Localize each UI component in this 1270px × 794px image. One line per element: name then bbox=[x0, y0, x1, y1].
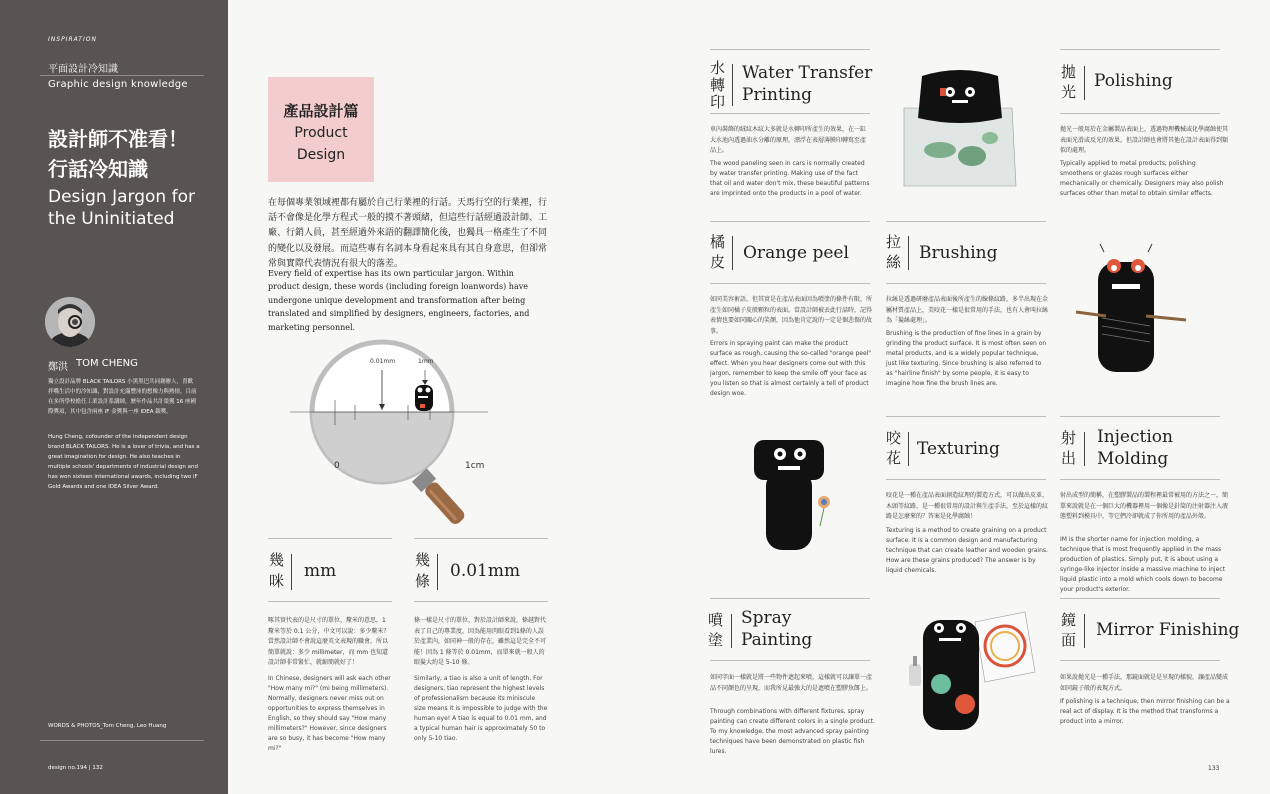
entry-kanji-2: 咪 bbox=[269, 572, 285, 590]
divider bbox=[886, 479, 1046, 480]
divider bbox=[710, 221, 870, 222]
magnifier-illustration bbox=[290, 330, 510, 530]
author-avatar bbox=[44, 296, 96, 348]
divider bbox=[1084, 66, 1085, 100]
entry-body-en: The wood paneling seen in cars is normally created by water transfer printing. Making use of the fact that oil and water don't mix, these beautiful patterns are imprinted onto the products in a pool of water. bbox=[710, 160, 870, 197]
entry-body-zh: 條一樣是尺寸的單位，對於設計師來說，條越對代表了自己的專業度，因為能用肉眼看到1條的人誤於產業內，如同神一般的存在，雖然這是完全不可能！因為 1 條等於 0.01mm，而單來就一般人的眼髮大約是 5-10 條。 bbox=[414, 617, 547, 666]
entry-kanji-2: 絲 bbox=[886, 253, 902, 271]
brushing-illustration bbox=[1076, 240, 1196, 385]
divider bbox=[1084, 614, 1085, 648]
entry-body-en: Texturing is a method to create graining on a product surface. It is a common design and manufacturing technique that can create leather and wooden grains. How are these grains produced? The answer is by liquid chemicals. bbox=[886, 527, 1048, 574]
entry-body-zh: 拋光一般用於在金屬製品表面上，透過物理機械或化學腐蝕使其表面光滑或反光的效果，但設計師也會將其他在設計表面得到類似的處理。 bbox=[1060, 126, 1229, 154]
entry-title: Brushing bbox=[919, 243, 998, 263]
divider bbox=[710, 598, 870, 599]
entry-kanji-1: 橘 bbox=[710, 233, 726, 251]
entry-title: Mirror Finishing bbox=[1096, 620, 1240, 640]
divider bbox=[1060, 660, 1220, 661]
entry-kanji-2: 轉 bbox=[710, 76, 726, 94]
entry-title: 0.01mm bbox=[450, 561, 521, 581]
scale-0: 0 bbox=[334, 461, 340, 471]
entry-body-zh: 車內裝飾的絨紋木紋大多就是水轉印所產生的效果，在一缸大水池內透過油水分離的原理，漂浮在表層薄膜印轉寫至產品上。 bbox=[710, 126, 867, 154]
texturing-illustration bbox=[740, 430, 840, 555]
divider bbox=[1060, 416, 1220, 417]
entry-body-en: Errors in spraying paint can make the product surface as rough, causing the so-called "orange peel" effect. When you hear designers come out with this jargon, remember to keep the smile off your face as you listen so that is almost certainly a tell of product design woe. bbox=[710, 340, 872, 397]
intro-body-zh: 在每個專業領域裡都有屬於自己行業裡的行話。天馬行空的行業裡，行話不會像是化學方程式一般的摸不著頭緒，但這些行話經過設計師、工廠、行銷人員，甚至經過外來語的翻譯簡化後，也獨具一格產生了不同的變化以及發展。而這些專有名詞本身看起來具有其自身意思，但卻常常與實際代表情況有很大的落差。 bbox=[268, 198, 548, 269]
author-bio-zh: 獨立設計品牌 BLACK TAILORS 小黑黑巴共同創辦人，喜歡拌嘴生活中的冷知識，對設計充滿豐沛的想像力與熱情，目前在多所學校擔任工業設計系講師，歷年作品共計榮獲 16 座國際獎項，其中包含兩座 iF 金獎與一座 IDEA 銀獎。 bbox=[48, 379, 197, 415]
divider bbox=[710, 283, 870, 284]
section-tag bbox=[268, 77, 374, 182]
entry-kanji-1: 噴 bbox=[708, 611, 724, 629]
page-folio-left: design no.194 | 132 bbox=[48, 765, 103, 771]
divider bbox=[886, 283, 1046, 284]
section-tag-zh: 產品設計篇 bbox=[283, 102, 359, 120]
entry-body-zh: 啄其實代表的是尺寸的單位，釐米的意思，1 釐米等於 0.1 公分，中文可以說：多少釐米？當然設計師不會說這麼英文表現的職會，所以簡單就說：多少 millimeter，而 mm 也知道設計師非常緊忙，就縮簡就好了！ bbox=[268, 617, 390, 666]
divider bbox=[731, 614, 732, 648]
divider bbox=[268, 601, 392, 602]
entry-kanji-1: 鏡 bbox=[1061, 611, 1077, 629]
section-tag-en-line1: Product bbox=[294, 125, 348, 141]
entry-body-en: Brushing is the production of fine lines in a grain by grinding the product surface. It is most often seen on metal products, and is a widely popular technique, just like texturing. Since brushing is also referred to as "hairline finish" by some people, it is easy to imagine how fine the brush lines are. bbox=[886, 330, 1047, 387]
divider bbox=[886, 416, 1046, 417]
entry-body-en: IM is the shorter name for injection molding, a technique that is most frequently applied in the mass production of plastics. Simply put, it is about using a syringe-like injector inside a massive machine to inject liquid plastic into a mold which cools down to become your product's exterior. bbox=[1060, 536, 1225, 593]
entry-body-zh: 如同字面一樣就是將一些物件遮起來噴，這樣就可以讓單一產品不同顏色的呈現，而我所見最強大的是遮噴在塑膠魚餌上。 bbox=[710, 674, 873, 692]
label-1mm: 1mm bbox=[418, 358, 434, 365]
entry-kanji-1: 射 bbox=[1061, 429, 1077, 447]
entry-kanji-2: 面 bbox=[1061, 631, 1077, 649]
entry-kanji-1: 水 bbox=[710, 59, 726, 77]
divider bbox=[40, 740, 204, 741]
entry-body-zh: 如果說拋光是一種手法，那鏡面就是是呈現的樣貌，讓產品變成如同鏡子般的表現方式。 bbox=[1060, 674, 1229, 692]
divider bbox=[414, 538, 548, 539]
entry-title-line2: Painting bbox=[741, 630, 813, 650]
entry-title-line1: Injection bbox=[1097, 427, 1173, 447]
intro-body-en: Every field of expertise has its own particular jargon. Within product design, these words (including foreign loanwords) have undergone unique development and transformation after being translated and simplified by designers, engineers, factories, and marketing personnel. bbox=[268, 269, 530, 332]
entry-kanji-3: 印 bbox=[710, 93, 726, 111]
entry-title-line1: Spray bbox=[741, 608, 792, 628]
divider bbox=[710, 49, 870, 50]
entry-body-zh: 射出成型的簡稱，在塑膠製品的製程裡最常被用的方法之一，簡單來說就是在一個巨大的機器裡用一個像是針筒的注射器注入液態塑料到模具中，等它們冷卻就成了你所用的產品外殼。 bbox=[1060, 492, 1229, 520]
entry-title-line1: Water Transfer bbox=[742, 63, 873, 83]
spray-painting-illustration bbox=[905, 612, 1040, 742]
entry-body-en: Typically applied to metal products, polishing smoothens or glazes rough surfaces either mechanically or chemically. Designers may also polish surfaces other than metal to obtain similar effects. bbox=[1060, 160, 1224, 197]
series-title-en: Graphic design knowledge bbox=[48, 79, 188, 90]
entry-kanji-1: 拋 bbox=[1061, 63, 1077, 81]
entry-kanji-2: 皮 bbox=[710, 253, 726, 271]
divider bbox=[1060, 113, 1220, 114]
author-name-zh: 鄭洪 bbox=[48, 362, 68, 373]
divider bbox=[886, 221, 1046, 222]
page-title-en-line1: Design Jargon for bbox=[48, 187, 195, 207]
divider bbox=[908, 432, 909, 466]
divider bbox=[40, 75, 204, 76]
entry-body-en: If polishing is a technique, then mirror finishing can be a real act of display. It is the method that transforms a product into a mirror. bbox=[1060, 698, 1230, 725]
entry-kanji-2: 光 bbox=[1061, 83, 1077, 101]
page-folio-right: 133 bbox=[1208, 765, 1220, 772]
entry-title: Polishing bbox=[1094, 71, 1173, 91]
entry-kanji-1: 咬 bbox=[886, 429, 902, 447]
section-label: INSPIRATION bbox=[48, 36, 97, 43]
entry-title-line2: Molding bbox=[1097, 449, 1169, 469]
entry-title: Orange peel bbox=[743, 243, 849, 263]
entry-kanji-1: 幾 bbox=[415, 551, 431, 569]
water-transfer-illustration bbox=[900, 68, 1020, 190]
divider bbox=[1060, 598, 1220, 599]
author-bio-en: Hung Cheng, cofounder of the independent design brand BLACK TAILORS. He is a lover of trivia, and has a great imagination for design. He also teaches in multiple schools' departments of industrial design and has won sixteen international awards, including two iF Gold Awards and one IDEA Silver Award. bbox=[48, 434, 200, 490]
section-tag-en-line2: Design bbox=[296, 147, 346, 163]
entry-kanji-2: 花 bbox=[886, 449, 902, 467]
entry-title: Texturing bbox=[917, 439, 1000, 459]
label-001mm: 0.01mm bbox=[370, 358, 396, 365]
divider bbox=[710, 660, 870, 661]
entry-kanji-1: 拉 bbox=[886, 233, 902, 251]
divider bbox=[437, 554, 438, 590]
entry-kanji-2: 條 bbox=[415, 572, 431, 590]
series-title-zh: 平面設計冷知識 bbox=[48, 64, 118, 75]
divider bbox=[1060, 479, 1220, 480]
divider bbox=[908, 236, 909, 270]
divider bbox=[291, 554, 292, 590]
divider bbox=[414, 601, 548, 602]
entry-title: mm bbox=[304, 561, 337, 581]
divider bbox=[1060, 49, 1220, 50]
character-figure bbox=[415, 385, 433, 411]
entry-body-en: Similarly, a tiao is also a unit of length. For designers, tiao represent the highest levels of professionalism because its miniscule size means it is impossible to judge with the human eye! A tiao is equal to 0.01 mm, and a typical human hair is approximately 50 to only 5-10 tiao. bbox=[414, 675, 548, 742]
divider bbox=[268, 538, 392, 539]
divider bbox=[732, 236, 733, 270]
entry-body-zh: 拉絲是透過研磨產品表面後所產生的線條紋路，多半出現在金屬材質產品上，美咬花一樣是很常用的手法，也有人會叫拉絲為「髮絲處理」。 bbox=[886, 296, 1049, 324]
scale-1cm: 1cm bbox=[465, 461, 485, 471]
entry-kanji-2: 出 bbox=[1061, 449, 1077, 467]
credits: WORDS & PHOTOS_Tom Cheng, Leo Huang bbox=[48, 723, 167, 729]
page-title-en-line2: the Uninitiated bbox=[48, 209, 175, 229]
entry-kanji-1: 幾 bbox=[269, 551, 285, 569]
page-title-zh-line2: 行話冷知識 bbox=[48, 157, 148, 181]
divider bbox=[732, 64, 733, 106]
page-title-zh-line1: 設計師不准看！ bbox=[48, 127, 188, 151]
divider bbox=[710, 113, 870, 114]
sidebar bbox=[0, 0, 228, 794]
author-name-en: TOM CHENG bbox=[76, 358, 138, 369]
entry-kanji-2: 塗 bbox=[708, 631, 724, 649]
entry-title-line2: Printing bbox=[742, 85, 813, 105]
entry-body-zh: 如同美容術語，但其實是在產品表面因為噴塗的條件有限，所產生如同橘子皮般顆粒的表面。當設計師被丟此行話時，記得表情也要如同關心的笑顏，因為他肯定說的一定是個悲傷的故事。 bbox=[710, 296, 873, 335]
entry-body-en: Through combinations with different fixtures, spray painting can create different colors in a single product. To my knowledge, the most advanced spray painting techniques have been demonstrated on plastic fish lures. bbox=[710, 708, 875, 755]
entry-body-en: In Chinese, designers will ask each other "How many mi?" (mi being millimeters). Normally, designers never miss out on opportunities to express themselves in English, so they should say "How many millimeters?" However, since designers are so busy, it has become "How many mi?" bbox=[268, 675, 391, 752]
divider bbox=[1084, 432, 1085, 466]
entry-body-zh: 咬花是一種在產品表面創造紋理的製造方式，可以做出皮革、木頭等紋路，是一種很常用的設計與生產手法，至於這樣的紋路是怎麼來的？答案是化學腐蝕！ bbox=[886, 492, 1049, 520]
